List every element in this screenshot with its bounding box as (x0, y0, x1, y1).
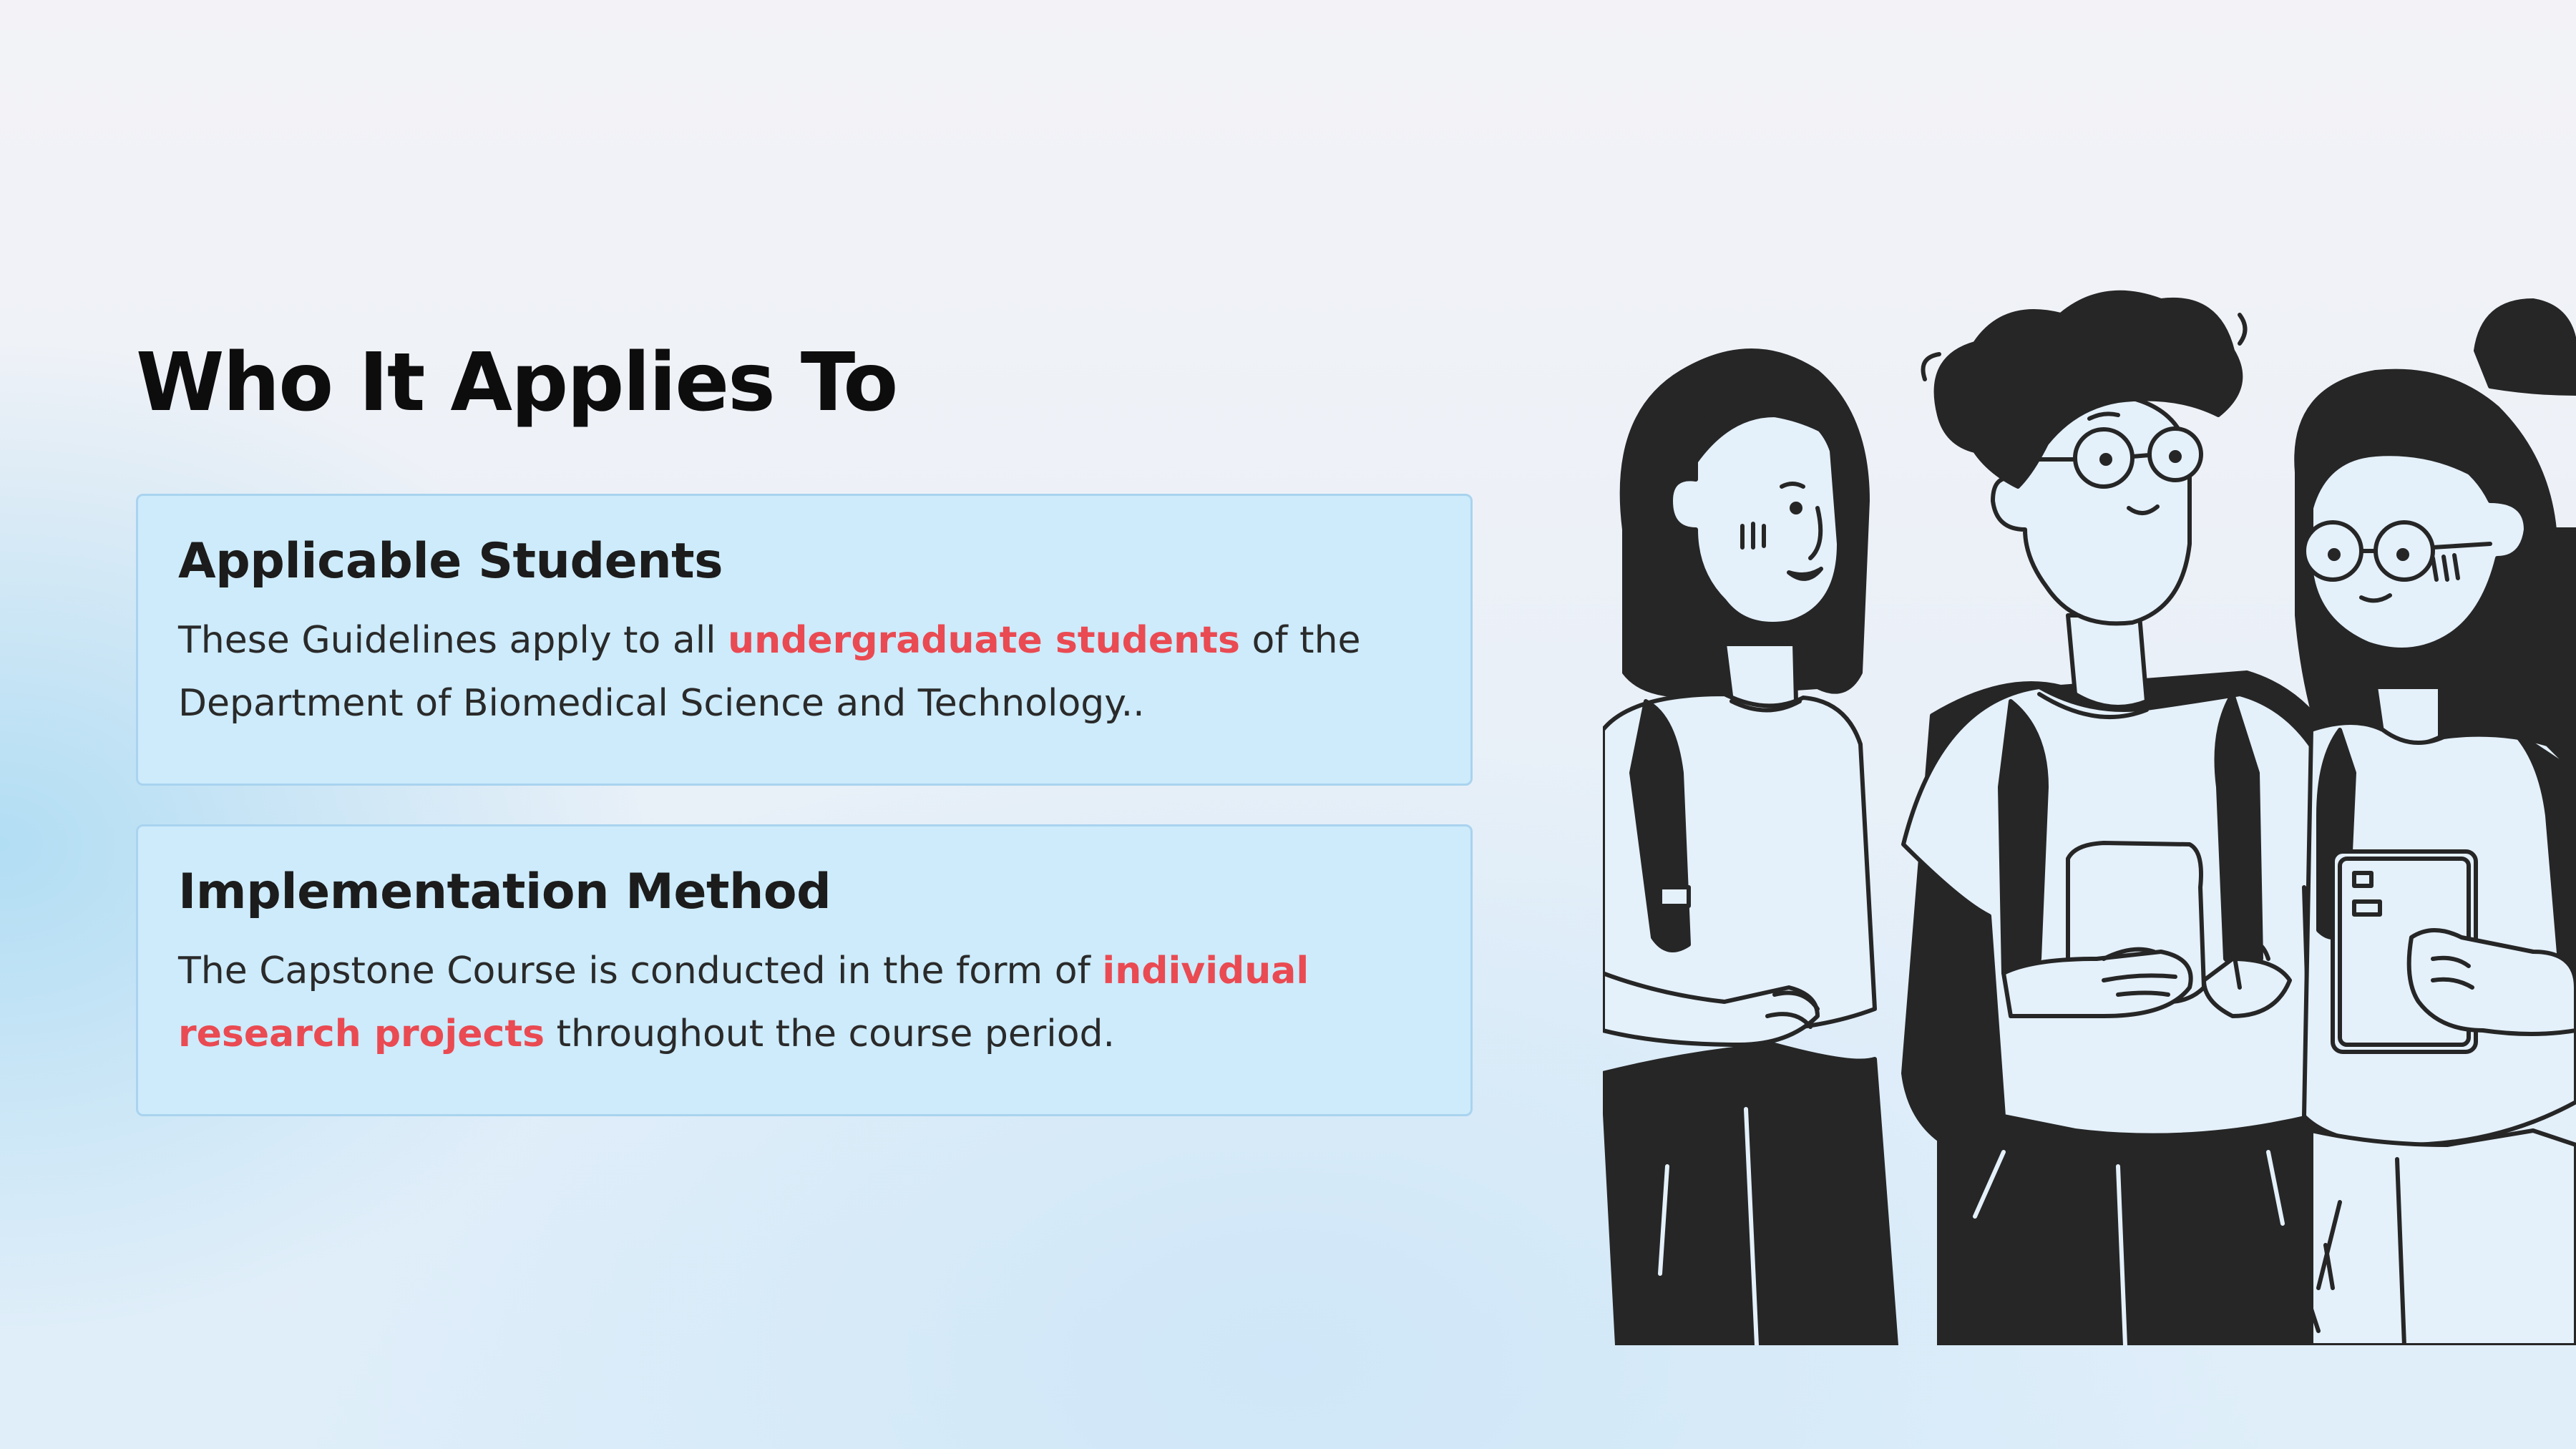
highlight-text: individual (1102, 950, 1309, 992)
card-text: The Capstone Course is conducted in the form of (178, 950, 1103, 992)
highlight-text: research projects (178, 1013, 545, 1055)
card-body (178, 940, 1430, 1065)
student-right-figure (2290, 301, 2576, 1345)
card-text: These Guidelines apply to all (178, 619, 728, 662)
page-title: Who It Applies To (136, 336, 897, 429)
card-text: Department of Biomedical Science and Technology.. (178, 682, 1145, 725)
card-text: throughout the course period. (545, 1013, 1116, 1055)
card-heading: Applicable Students (178, 533, 723, 590)
applicable-students-card (136, 494, 1473, 786)
implementation-method-card (136, 824, 1473, 1116)
students-illustration (1603, 272, 2576, 1345)
highlight-text: undergraduate students (728, 619, 1240, 662)
card-body (178, 609, 1430, 735)
card-text: of the (1240, 619, 1361, 662)
card-heading: Implementation Method (178, 864, 831, 920)
student-left-figure (1603, 351, 1896, 1345)
